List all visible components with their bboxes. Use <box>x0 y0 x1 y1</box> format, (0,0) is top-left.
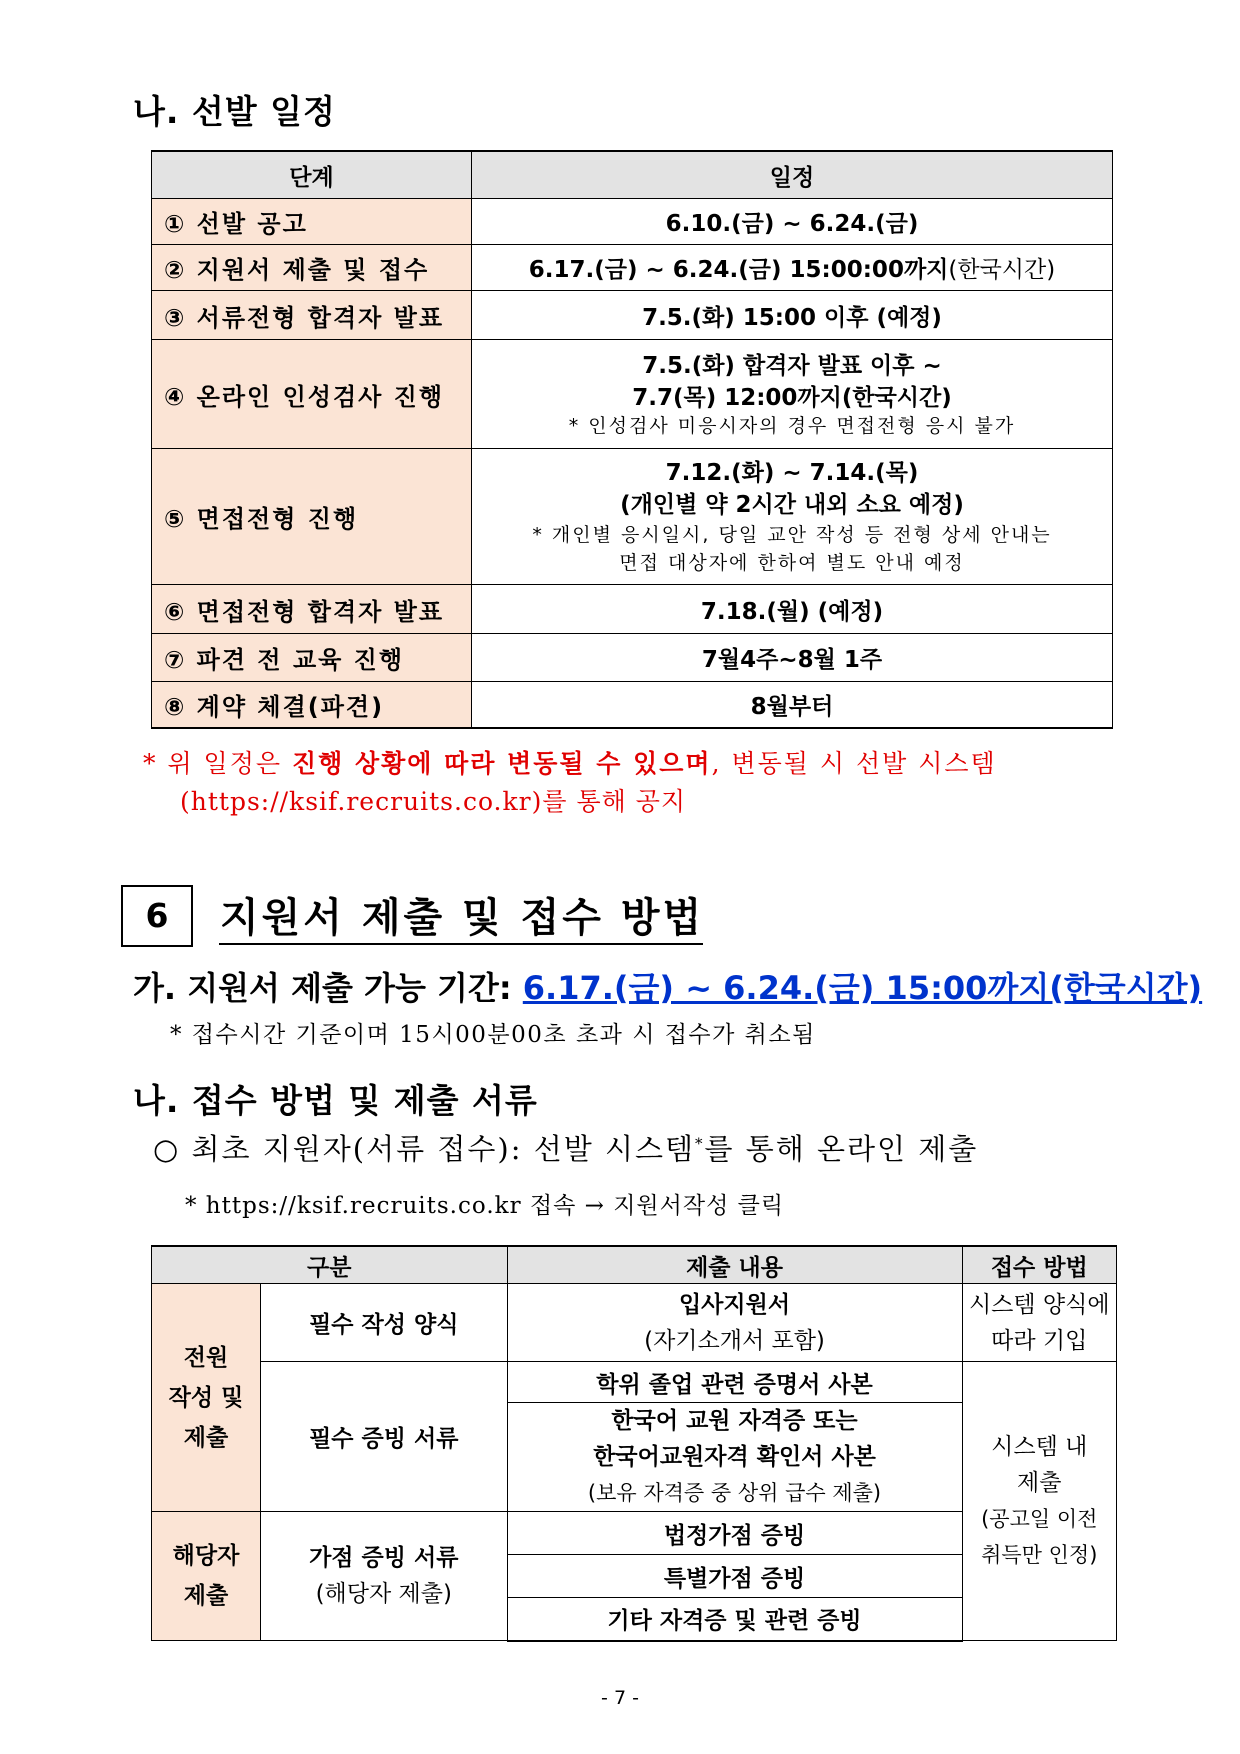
table-row <box>152 245 1113 291</box>
bullet-tail: 를 통해 온라인 제출 <box>704 1132 979 1166</box>
group-line: 제출 <box>183 1583 229 1609</box>
notice-suffix: , 변동될 시 선발 시스템 <box>711 749 997 778</box>
schedule-line: 7.5.(화) 합격자 발표 이후 ~ <box>642 353 942 379</box>
table-row <box>152 199 1113 245</box>
ga-period-link[interactable]: 6.17.(금) ~ 6.24.(금) 15:00까지(한국시간) <box>522 969 1203 1007</box>
col-method-header: 접수 방법 <box>962 1246 1116 1284</box>
schedule-heading: 나. 선발 일정 <box>133 92 336 131</box>
stage-cell: ⑦ 파견 전 교육 진행 <box>152 634 472 682</box>
content-other-certificates: 기타 자격증 및 관련 증빙 <box>507 1598 962 1641</box>
content-legal-bonus: 법정가점 증빙 <box>507 1512 962 1555</box>
group-line: 해당자 <box>172 1543 240 1569</box>
content-application <box>507 1284 962 1362</box>
col-content-header: 제출 내용 <box>507 1246 962 1284</box>
section-number-box: 6 <box>121 885 193 947</box>
schedule-notice <box>143 744 1118 780</box>
stage-cell: ① 선발 공고 <box>152 199 472 245</box>
schedule-table <box>151 150 1113 729</box>
bullet-first-applicant <box>153 1127 978 1168</box>
schedule-notice-line2: (https://ksif.recruits.co.kr)를 통해 공지 <box>180 787 687 816</box>
na-heading: 나. 접수 방법 및 제출 서류 <box>133 1081 538 1120</box>
col-category-header: 구분 <box>152 1246 508 1284</box>
schedule-bold: 6.17.(금) ~ 6.24.(금) 15:00:00까지 <box>528 257 949 283</box>
schedule-timezone: (한국시간) <box>948 257 1056 283</box>
method-system-form <box>962 1284 1116 1362</box>
schedule-cell: 7월4주~8월 1주 <box>472 634 1113 682</box>
schedule-cell: 6.10.(금) ~ 6.24.(금) <box>472 199 1113 245</box>
content-teacher-license <box>507 1403 962 1512</box>
stage-cell: ③ 서류전형 합격자 발표 <box>152 291 472 340</box>
table-row <box>152 291 1113 340</box>
notice-prefix: * 위 일정은 <box>143 749 292 778</box>
group-line: 작성 및 <box>168 1384 244 1411</box>
schedule-line: 7.7(목) 12:00까지(한국시간) <box>632 385 952 411</box>
schedule-cell: 8월부터 <box>472 682 1113 728</box>
bullet-sup: * <box>695 1134 705 1153</box>
documents-table <box>151 1245 1117 1642</box>
table-row <box>152 585 1113 634</box>
content-special-bonus: 특별가점 증빙 <box>507 1555 962 1598</box>
schedule-cell <box>472 449 1113 585</box>
section-title: 지원서 제출 및 접수 방법 <box>220 895 705 941</box>
table-row <box>152 449 1113 585</box>
ga-heading-label: 가. 지원서 제출 가능 기간: <box>133 969 523 1007</box>
table-row <box>152 340 1113 449</box>
method-line: (공고일 이전 <box>981 1507 1098 1531</box>
schedule-cell <box>472 245 1113 291</box>
schedule-cell: 7.5.(화) 15:00 이후 (예정) <box>472 291 1113 340</box>
sub-line: (해당자 제출) <box>315 1581 452 1607</box>
table-row <box>152 634 1113 682</box>
col-stage-header: 단계 <box>152 151 472 199</box>
sub-line: 가점 증빙 서류 <box>309 1545 459 1571</box>
bullet-note: * https://ksif.recruits.co.kr 접속 → 지원서작성 클릭 <box>185 1193 785 1219</box>
notice-emphasis: 진행 상황에 따라 변동될 수 있으며 <box>291 749 712 778</box>
group-all-applicants <box>152 1284 261 1512</box>
stage-cell: ② 지원서 제출 및 접수 <box>152 245 472 291</box>
sub-required-proof: 필수 증빙 서류 <box>261 1362 508 1512</box>
page-number: - 7 - <box>601 1687 639 1709</box>
schedule-cell: 7.18.(월) (예정) <box>472 585 1113 634</box>
group-line: 제출 <box>183 1424 229 1451</box>
content-degree-certificate: 학위 졸업 관련 증명서 사본 <box>507 1362 962 1403</box>
stage-cell: ⑥ 면접전형 합격자 발표 <box>152 585 472 634</box>
method-system-submit <box>962 1362 1116 1641</box>
group-applicable <box>152 1512 261 1641</box>
ga-note: * 접수시간 기준이며 15시00분00초 초과 시 접수가 취소됨 <box>170 1022 816 1048</box>
content-line: 입사지원서 <box>678 1291 791 1318</box>
method-line: 시스템 내 <box>991 1434 1088 1460</box>
method-line: 제출 <box>1017 1470 1062 1496</box>
group-line: 전원 <box>183 1344 229 1371</box>
method-line: 취득만 인정) <box>981 1543 1098 1567</box>
bullet-text: ○ 최초 지원자(서류 접수): 선발 시스템 <box>153 1132 695 1166</box>
content-line: 한국어교원자격 확인서 사본 <box>593 1444 876 1470</box>
sub-bonus-proof <box>261 1512 508 1641</box>
content-line: (보유 자격증 중 상위 급수 제출) <box>587 1481 882 1505</box>
schedule-line: (개인별 약 2시간 내외 소요 예정) <box>620 491 964 518</box>
schedule-note: * 개인별 응시일시, 당일 교안 작성 등 전형 상세 안내는 <box>532 523 1052 546</box>
ga-heading <box>133 963 1202 1009</box>
stage-cell: ⑧ 계약 체결(파견) <box>152 682 472 728</box>
stage-cell: ④ 온라인 인성검사 진행 <box>152 340 472 449</box>
stage-cell: ⑤ 면접전형 진행 <box>152 449 472 585</box>
col-schedule-header: 일정 <box>472 151 1113 199</box>
schedule-line: 7.12.(화) ~ 7.14.(목) <box>665 459 919 486</box>
sub-required-form: 필수 작성 양식 <box>261 1284 508 1362</box>
schedule-note: * 인성검사 미응시자의 경우 면접전형 응시 불가 <box>568 415 1016 437</box>
content-line: 한국어 교원 자격증 또는 <box>611 1408 858 1434</box>
section-title-underline <box>219 943 703 945</box>
content-line: (자기소개서 포함) <box>644 1327 825 1354</box>
schedule-cell <box>472 340 1113 449</box>
method-line: 따라 기입 <box>991 1327 1088 1354</box>
table-row <box>152 682 1113 728</box>
schedule-note: 면접 대상자에 한하여 별도 안내 예정 <box>619 551 965 574</box>
method-line: 시스템 양식에 <box>968 1291 1110 1318</box>
